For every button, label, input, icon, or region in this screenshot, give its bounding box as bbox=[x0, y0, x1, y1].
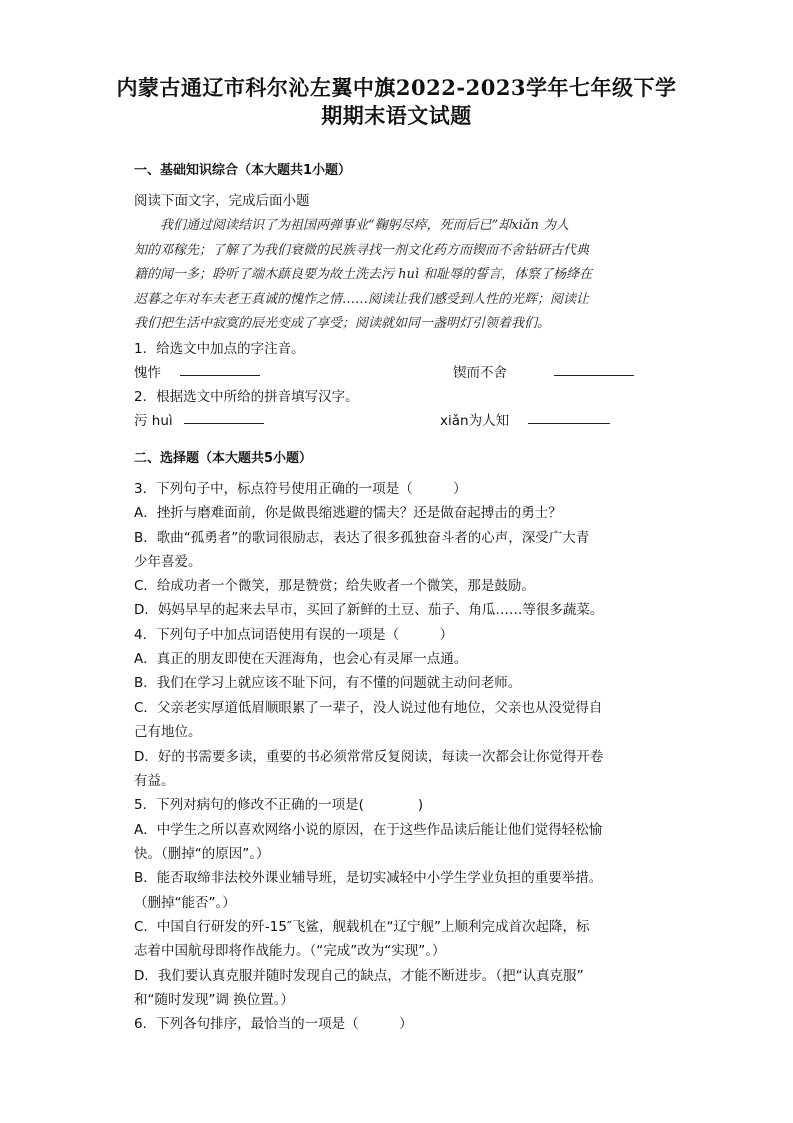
option-line: （删掉“能否”。） bbox=[134, 895, 236, 911]
option-line: C．中国自行研发的歼-15″飞鲨，舰载机在“辽宁舰”上顺利完成首次起降，标 bbox=[134, 919, 590, 935]
passage-line: 籍的闻一多；聆听了端木蕻良要为故土洗去污 huì 和耻辱的誓言，体察了杨绛在 bbox=[134, 267, 593, 282]
q1-item-left bbox=[134, 364, 161, 382]
question-1: 1．给选文中加点的字注音。 bbox=[134, 341, 305, 357]
reading-instruction: 阅读下面文字，完成后面小题 bbox=[134, 193, 310, 209]
section-1-heading: 一、基础知识综合（本大题共1小题） bbox=[134, 163, 352, 178]
option-line: D．我们要认真克服并随时发现自己的缺点，才能不断进步。（把“认真克服” bbox=[134, 968, 584, 984]
question-line: 3．下列句子中，标点符号使用正确的一项是（ ） bbox=[134, 481, 467, 497]
option-line: A．真正的朋友即使在天涯海角，也会心有灵犀一点通。 bbox=[134, 651, 468, 667]
q1-word: 锲而不舍 bbox=[453, 365, 507, 381]
question-line: 5．下列对病句的修改不正确的一项是( ) bbox=[134, 797, 424, 813]
document-title-line-1: 内蒙古通辽市科尔沁左翼中旗2022-2023学年七年级下学 bbox=[116, 75, 677, 100]
option-line: D．好的书需要多读，重要的书必须常常反复阅读，每读一次都会让你觉得开卷 bbox=[134, 749, 604, 765]
section-2-heading: 二、选择题（本大题共5小题） bbox=[134, 451, 313, 466]
q2-answer-blank-left[interactable] bbox=[184, 411, 264, 429]
option-line: A．中学生之所以喜欢网络小说的原因，在于这些作品读后能让他们觉得轻松愉 bbox=[134, 822, 603, 838]
q2-item-left: 污 huì bbox=[134, 413, 173, 429]
option-line: C．给成功者一个微笑，那是赞赏；给失败者一个微笑，那是鼓励。 bbox=[134, 578, 535, 594]
option-line: B．能否取缔非法校外课业辅导班，是切实减轻中小学生学业负担的重要举措。 bbox=[134, 870, 603, 886]
option-line: 少年喜爱。 bbox=[134, 554, 202, 570]
passage-line: 我们把生活中寂寞的辰光变成了享受；阅读就如同一盏明灯引领着我们。 bbox=[134, 316, 551, 331]
document-title-line-2: 期期末语文试题 bbox=[321, 103, 472, 128]
option-line: D．妈妈早早的起来去早市，买回了新鲜的土豆、茄子、角瓜……等很多蔬菜。 bbox=[134, 602, 604, 618]
option-line: 快。（删掉“的原因”。） bbox=[134, 846, 270, 862]
q1-word: 愧怍 bbox=[134, 365, 161, 381]
option-line: B．我们在学习上就应该不耻下问，有不懂的问题就主动问老师。 bbox=[134, 675, 522, 691]
passage-line: 迟暮之年对车夫老王真诚的愧怍之情……阅读让我们感受到人性的光辉；阅读让 bbox=[134, 292, 590, 307]
q2-item-right: xiǎn为人知 bbox=[440, 413, 510, 429]
question-line: 6．下列各句排序，最恰当的一项是（ ） bbox=[134, 1016, 413, 1032]
option-line: A．挫折与磨难面前，你是做畏缩逃避的懦夫？还是做奋起搏击的勇士？ bbox=[134, 505, 562, 521]
option-line: 有益。 bbox=[134, 773, 175, 789]
q1-answer-blank-left[interactable] bbox=[180, 363, 260, 381]
passage-line: 知的邓稼先；了解了为我们衰微的民族寻找一剂文化药方而锲而不舍钻研古代典 bbox=[134, 243, 590, 258]
q2-answer-blank-right[interactable] bbox=[528, 411, 610, 429]
option-line: 志着中国航母即将作战能力。（“完成”改为“实现”。） bbox=[134, 943, 446, 959]
option-line: 和“随时发现”调 换位置。） bbox=[134, 992, 295, 1008]
option-line: C．父亲老实厚道低眉顺眼累了一辈子，没人说过他有地位，父亲也从没觉得自 bbox=[134, 700, 603, 716]
option-line: 己有地位。 bbox=[134, 724, 202, 740]
q1-answer-blank-right[interactable] bbox=[554, 363, 634, 381]
q1-item-right bbox=[453, 364, 507, 382]
question-2: 2．根据选文中所给的拼音填写汉字。 bbox=[134, 389, 359, 405]
question-line: 4．下列句子中加点词语使用有误的一项是（ ） bbox=[134, 627, 454, 643]
passage-line: 我们通过阅读结识了为祖国两弹事业“鞠躬尽瘁，死而后已”却xiǎn 为人 bbox=[160, 218, 570, 233]
option-line: B．歌曲“孤勇者”的歌词很励志，表达了很多孤独奋斗者的心声，深受广大青 bbox=[134, 530, 590, 546]
